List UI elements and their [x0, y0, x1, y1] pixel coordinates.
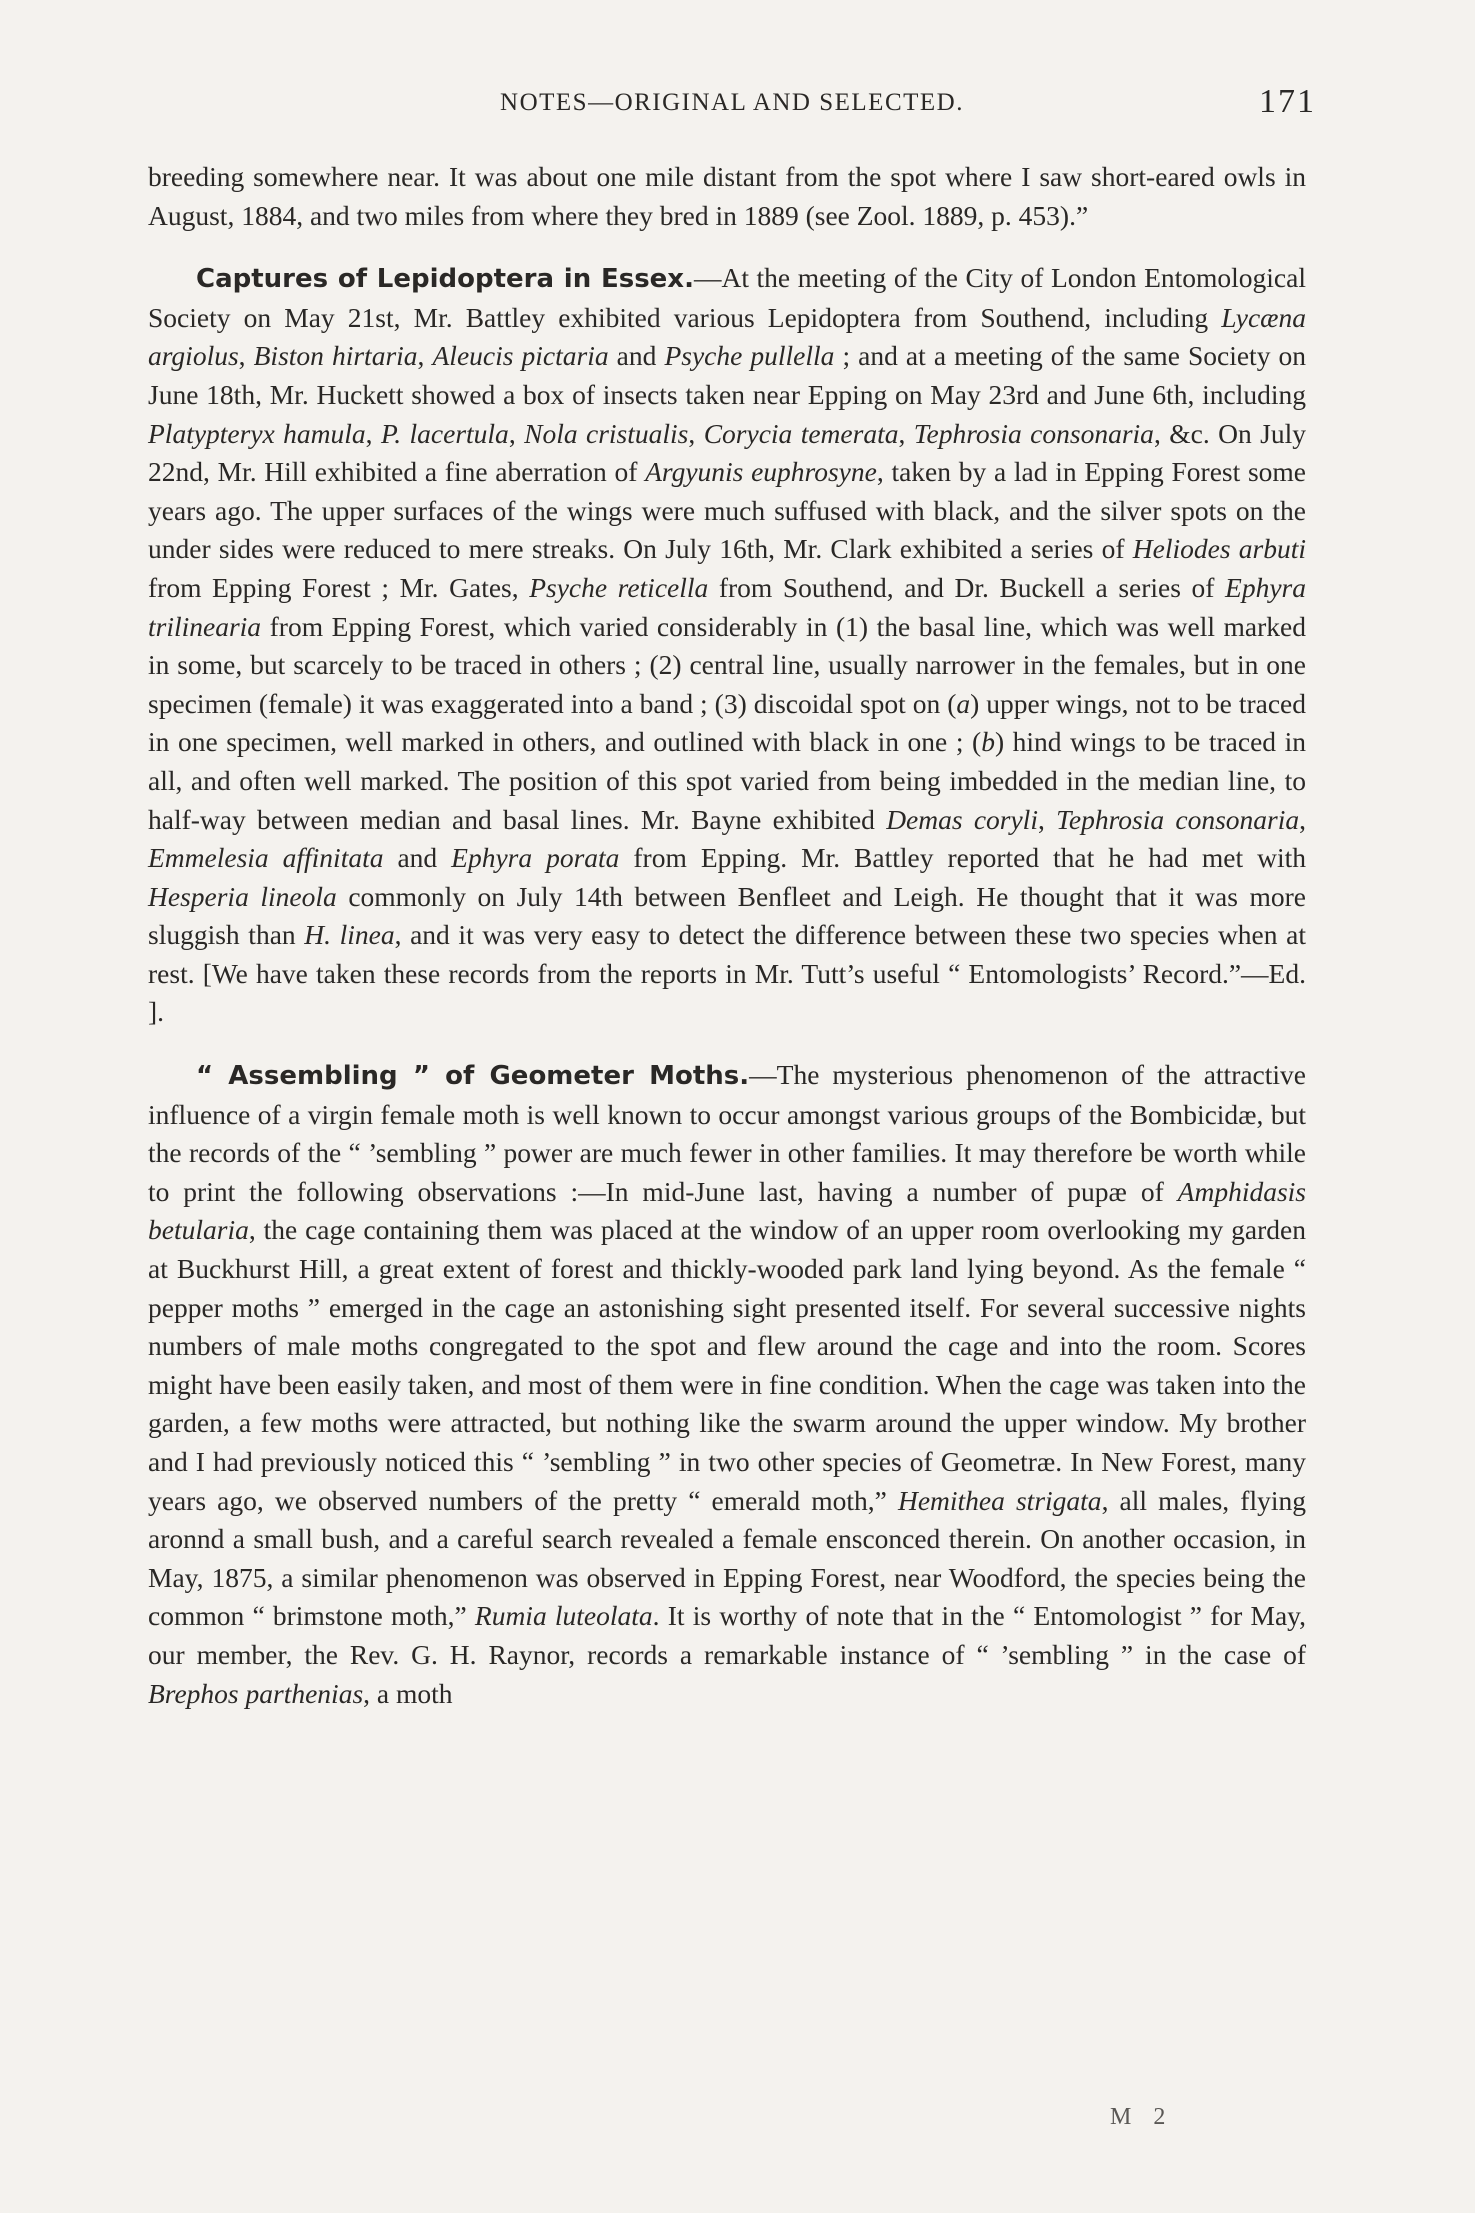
text-run: . It is worthy of note that in the “ Entomologist ” for May, our member, the Rev. G. H. Raynor, records a remarkable instance of “ ’sembling ” in the case of: [148, 1600, 1306, 1670]
species-name: Biston hirtaria: [253, 340, 418, 372]
species-name: Amphidasis betularia: [148, 1175, 1306, 1246]
text-run: ,: [365, 417, 381, 449]
text-run: commonly on July 14th between Benfleet and Leigh. He thought that it was more sluggish than: [148, 880, 1306, 951]
text-run: ,: [898, 417, 914, 449]
species-name: b: [981, 726, 995, 758]
section-heading: “ Assembling ” of Geometer Moths.: [196, 1061, 750, 1092]
species-name: Ephyra porata: [451, 842, 620, 874]
species-name: Nola cristualis: [524, 417, 689, 449]
text-run: —At the meeting of the City of London Entomological Society on May 21st, Mr. Battley exhibited various Lepidoptera from Southend, including: [148, 262, 1306, 333]
text-run: ; and at a meeting of the same Society on June 18th, Mr. Huckett showed a box of insects taken near Epping on May 23rd and June 6th, including: [148, 340, 1307, 410]
text-run: ,: [688, 417, 704, 449]
text-run: ,: [238, 340, 254, 372]
species-name: Aleucis pictaria: [432, 340, 609, 372]
text-run: from Epping Forest ; Mr. Gates,: [148, 571, 530, 603]
text-run: , all males, flying aronnd a small bush, and a careful search revealed a female ensconced therein. On another occasion, in May, 1875, a similar phenomenon was observed in Epping Forest, near Woodford, the species being the common “ brimstone moth,”: [148, 1484, 1306, 1632]
article-body: [148, 158, 1306, 1713]
species-name: Lycæna argiolus: [148, 301, 1306, 372]
species-name: Tephrosia consonaria: [1056, 803, 1300, 835]
text-run: , the cage containing them was placed at the window of an upper room overlooking my garden at Buckhurst Hill, a great extent of forest and thickly-wooded park land lying beyond. As the female “ pepper moths ” emerged in the cage an astonishing sight presented itself. For several successive nights numbers of male moths congregated to the spot and flew around the cage and into the room. Scores might have been easily taken, and most of them were in fine condition. When the cage was taken into the garden, a few moths were attracted, but nothing like the swarm around the upper window. My brother and I had previously noticed this “ ’sembling ” in two other species of Geometræ. In New Forest, many years ago, we observed numbers of the pretty “ emerald moth,”: [148, 1214, 1306, 1516]
species-name: a: [956, 687, 971, 719]
text-run: , &c. On July 22nd, Mr. Hill exhibited a fine aberration of: [148, 417, 1306, 488]
page-header: [148, 83, 1316, 123]
species-name: Emmelesia affinitata: [148, 842, 384, 874]
text-run: and: [383, 842, 452, 874]
species-name: Brephos parthenias: [148, 1677, 364, 1709]
species-name: P. lacertula: [380, 417, 509, 449]
page-number: 171: [1259, 83, 1316, 120]
text-run: ,: [417, 340, 433, 372]
species-name: Corycia temerata: [703, 417, 899, 449]
text-run: breeding somewhere near. It was about one mile distant from the spot where I saw short-eared owls in August, 1884, and two miles from where they bred in 1889 (see Zool. 1889, p. 453).”: [148, 161, 1306, 231]
paragraph-continuation: [148, 158, 1306, 235]
species-name: Rumia luteolata: [474, 1600, 653, 1632]
text-run: from Epping Forest, which varied considerably in (1) the basal line, which was well marked in some, but scarcely to be traced in others ; (2) central line, usually narrower in the females, but in one specimen (female) it was exaggerated into a band ; (3) discoidal spot on (: [148, 610, 1306, 719]
text-run: from Southend, and Dr. Buckell a series of: [708, 571, 1226, 603]
running-head: NOTES—ORIGINAL AND SELECTED.: [500, 89, 964, 116]
species-name: Psyche pullella: [664, 340, 835, 372]
species-name: Demas coryli: [886, 803, 1038, 835]
species-name: Psyche reticella: [529, 571, 709, 603]
text-run: ) upper wings, not to be traced in one specimen, well marked in others, and outlined with black in one ; (: [148, 687, 1306, 758]
text-run: ,: [1299, 803, 1306, 835]
species-name: Hesperia lineola: [148, 880, 337, 912]
species-name: H. linea: [304, 919, 395, 951]
text-run: ,: [508, 417, 525, 449]
signature-mark: M 2: [1110, 2104, 1174, 2130]
text-run: , and it was very easy to detect the difference between these two species when at rest. [We have taken these records from the reports in Mr. Tutt’s useful “ Entomologists’ Record.”—Ed. ].: [148, 919, 1306, 1028]
paragraph-assembling-geometer-moths: [148, 1056, 1306, 1713]
text-run: —The mysterious phenomenon of the attractive influence of a virgin female moth is well known to occur amongst various groups of the Bombicidæ, but the records of the “ ’sembling ” power are much fewer in other families. It may therefore be worth while to print the following observations :—In mid-June last, having a number of pupæ of: [148, 1059, 1307, 1207]
text-run: ,: [1037, 803, 1057, 835]
paragraph-lepidoptera-captures: [148, 259, 1306, 1032]
text-run: and: [608, 340, 665, 372]
species-name: Argyunis euphrosyne: [645, 456, 877, 488]
text-run: , taken by a lad in Epping Forest some years ago. The upper surfaces of the wings were much suffused with black, and the silver spots on the under sides were reduced to mere streaks. On July 16th, Mr. Clark exhibited a series of: [148, 456, 1307, 565]
section-heading: Captures of Lepidoptera in Essex.: [196, 264, 694, 295]
species-name: Hemithea strigata: [897, 1484, 1102, 1516]
species-name: Tephrosia consonaria: [913, 417, 1154, 449]
species-name: Ephyra trilinearia: [148, 571, 1306, 642]
text-run: , a moth: [363, 1677, 453, 1709]
species-name: Heliodes arbuti: [1132, 533, 1306, 565]
text-run: from Epping. Mr. Battley reported that he had met with: [619, 842, 1306, 874]
text-run: ) hind wings to be traced in all, and often well marked. The position of this spot varied from being imbedded in the median line, to half-way between median and basal lines. Mr. Bayne exhibited: [148, 726, 1306, 835]
species-name: Platypteryx hamula: [148, 417, 366, 449]
